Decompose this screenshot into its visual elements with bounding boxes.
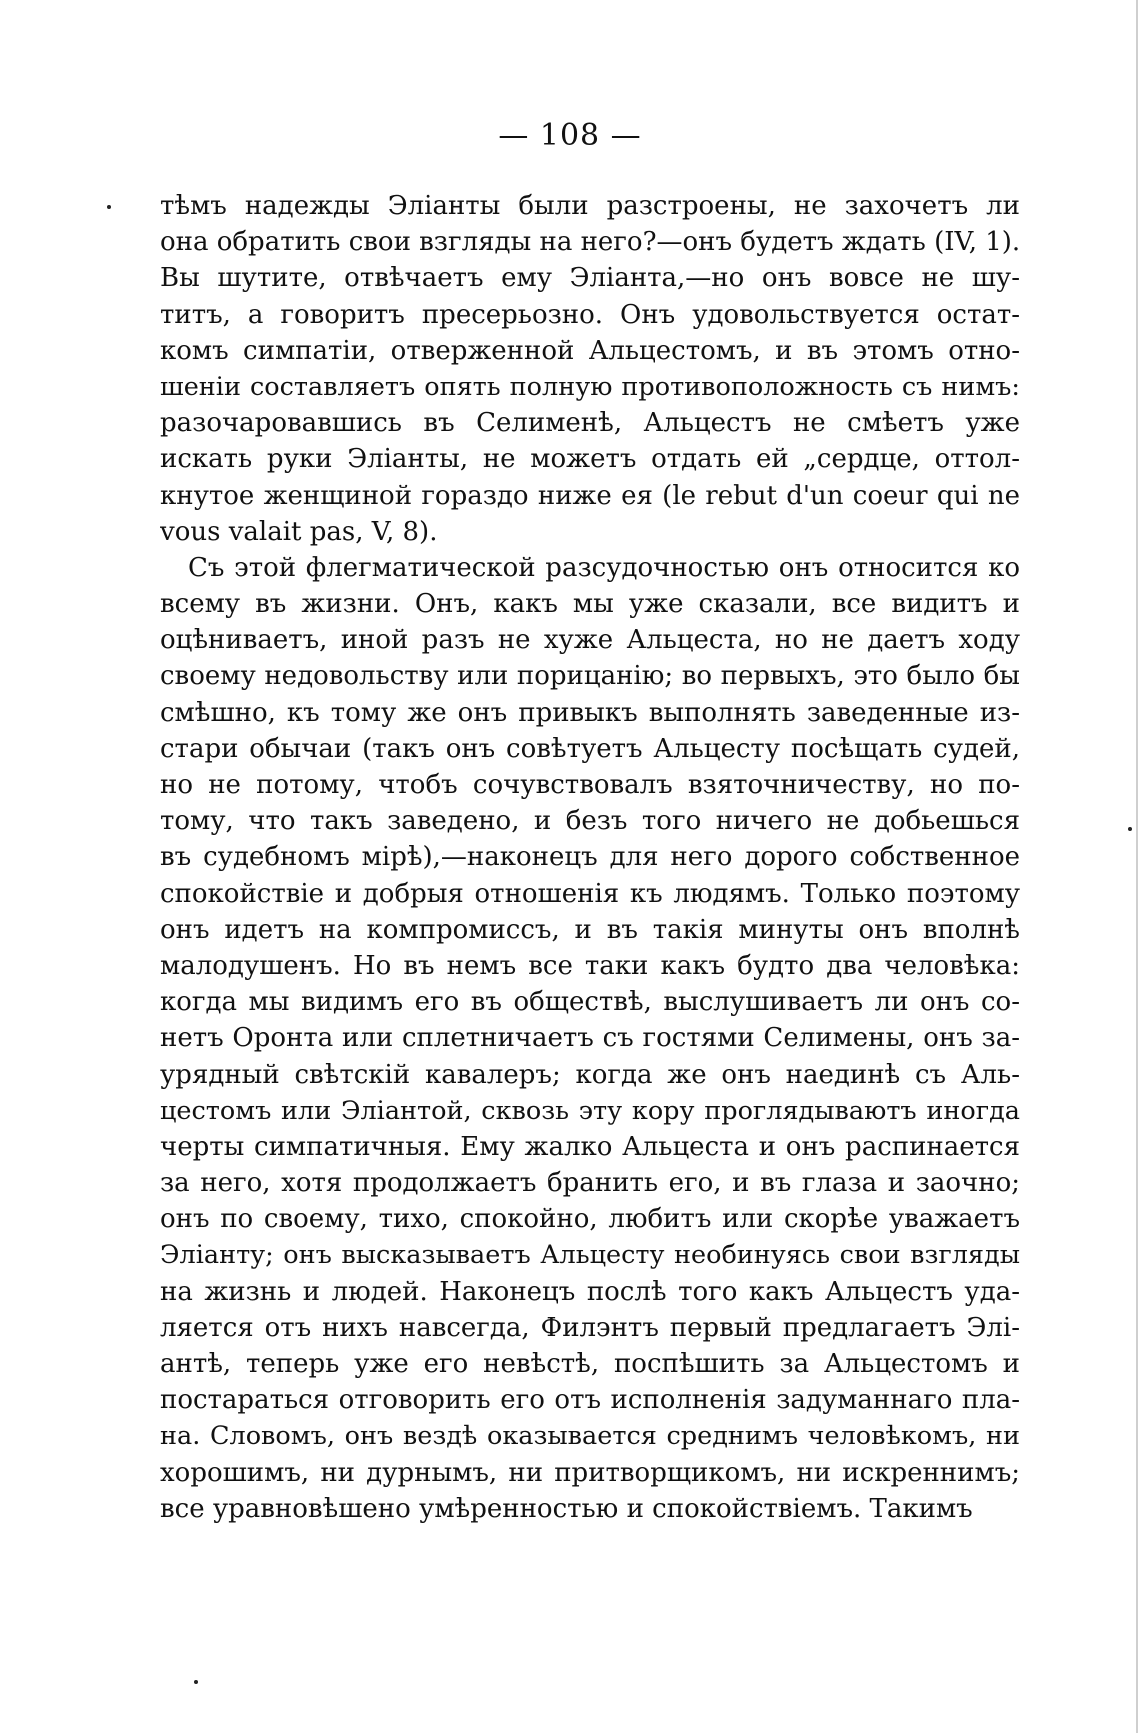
text-line: кнутое женщиной гораздо ниже ея (le rebut d'un coeur qui ne xyxy=(160,480,1020,511)
text-line: тѣмъ надежды Эліанты были разстроены, не захочетъ ли xyxy=(160,191,1020,221)
text-line: малодушенъ. Но въ немъ все таки какъ будто два человѣка: xyxy=(160,950,1020,981)
text-line: за него, хотя продолжаетъ бранить его, и въ глаза и заочно; xyxy=(160,1168,1020,1199)
text-line: vous valait pas, V, 8). xyxy=(160,516,438,547)
margin-dot xyxy=(1128,827,1132,831)
text-line: оцѣниваетъ, иной разъ не хуже Альцеста, но не даетъ ходу xyxy=(160,625,1020,656)
text-line: Съ этой флегматической разсудочностью онъ относится ко xyxy=(188,552,1020,583)
text-line: цестомъ или Эліантой, сквозь эту кору проглядываютъ иногда xyxy=(160,1095,1020,1126)
text-line: всему въ жизни. Онъ, какъ мы уже сказали, все видитъ и xyxy=(160,589,1020,620)
text-line: хорошимъ, ни дурнымъ, ни притворщикомъ, ни искреннимъ; xyxy=(160,1457,1020,1488)
text-line: на жизнь и людей. Наконецъ послѣ того какъ Альцестъ уда- xyxy=(160,1276,1020,1307)
text-line: на. Словомъ, онъ вездѣ оказывается среднимъ человѣкомъ, ни xyxy=(160,1421,1020,1452)
text-line: титъ, а говоритъ пресерьозно. Онъ удовольствуется остат- xyxy=(160,299,1020,330)
text-line: смѣшно, къ тому же онъ привыкъ выполнять заведенные из- xyxy=(160,697,1020,728)
margin-dot xyxy=(107,205,111,209)
text-line: ляется отъ нихъ навсегда, Филэнтъ первый предлагаетъ Элі- xyxy=(160,1312,1020,1343)
text-line: комъ симпатіи, отверженной Альцестомъ, и въ этомъ отно- xyxy=(160,335,1020,366)
text-line: въ судебномъ мірѣ),—наконецъ для него дорого собственное xyxy=(160,842,1020,873)
body-text xyxy=(160,188,1020,1527)
text-line: но не потому, чтобъ сочувствовалъ взяточничеству, но по- xyxy=(160,770,1020,800)
text-line: все уравновѣшено умѣренностью и спокойствіемъ. Такимъ xyxy=(160,1493,973,1524)
text-line: разочаровавшись въ Селименѣ, Альцестъ не смѣетъ уже xyxy=(160,408,1020,439)
text-line: Эліанту; онъ высказываетъ Альцесту необинуясь свои взгляды xyxy=(160,1240,1020,1271)
text-line: Вы шутите, отвѣчаетъ ему Эліанта,—но онъ вовсе не шу- xyxy=(160,263,1020,294)
text-line: она обратить свои взгляды на него?—онъ будетъ ждать (IV, 1). xyxy=(160,227,1020,258)
text-line: искать руки Эліанты, не можетъ отдать ей „сердце, оттол- xyxy=(160,444,1020,475)
text-line: спокойствіе и добрыя отношенія къ людямъ. Только поэтому xyxy=(160,878,1020,909)
text-line: постараться отговорить его отъ исполненія задуманнаго пла- xyxy=(160,1385,1020,1416)
text-line: своему недовольству или порицанію; во первыхъ, это было бы xyxy=(160,661,1020,692)
text-line: урядный свѣтскій кавалеръ; когда же онъ наединѣ съ Аль- xyxy=(160,1059,1020,1090)
text-line: тому, что такъ заведено, и безъ того ничего не добьешься xyxy=(160,806,1020,837)
text-line: стари обычаи (такъ онъ совѣтуетъ Альцесту посѣщать судей, xyxy=(160,733,1020,764)
text-line: антѣ, теперь уже его невѣстѣ, поспѣшить за Альцестомъ и xyxy=(160,1349,1020,1379)
margin-dot xyxy=(194,1680,198,1684)
text-line: онъ по своему, тихо, спокойно, любитъ или скорѣе уважаетъ xyxy=(160,1204,1020,1235)
text-line: онъ идетъ на компромиссъ, и въ такія минуты онъ вполнѣ xyxy=(160,914,1020,945)
page-edge-rule xyxy=(1136,0,1138,1733)
page-number: — 108 — xyxy=(498,118,642,153)
text-line: нетъ Оронта или сплетничаетъ съ гостями Селимены, онъ за- xyxy=(160,1023,1020,1054)
text-line: шеніи составляетъ опять полную противоположность съ нимъ: xyxy=(160,371,1020,402)
text-line: когда мы видимъ его въ обществѣ, выслушиваетъ ли онъ со- xyxy=(160,987,1020,1018)
text-line: черты симпатичныя. Ему жалко Альцеста и онъ распинается xyxy=(160,1131,1020,1162)
